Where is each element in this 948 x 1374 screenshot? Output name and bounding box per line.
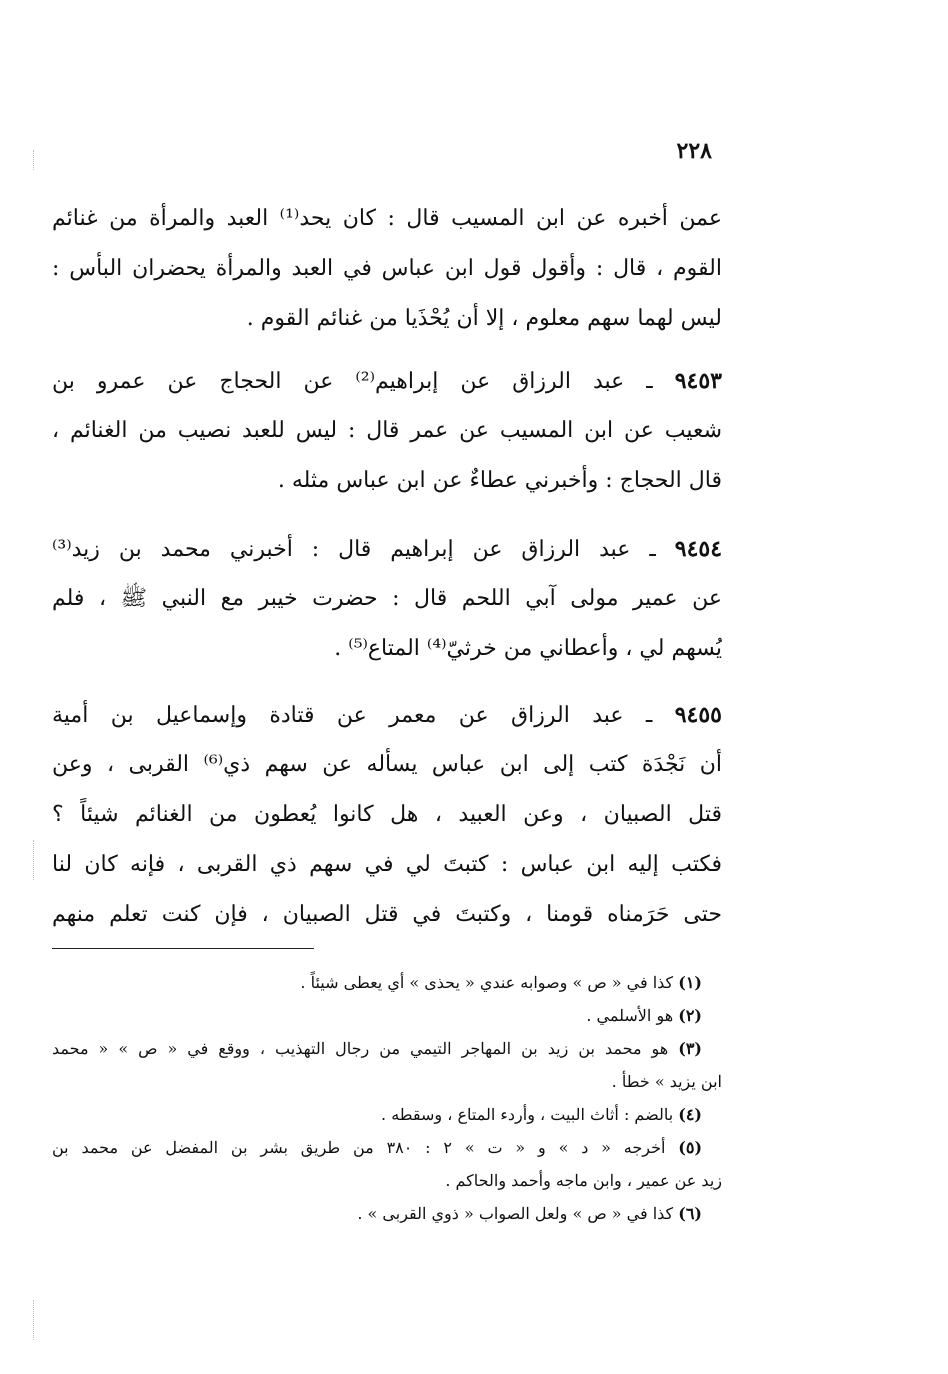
- footnote-separator: [52, 948, 314, 949]
- margin-mark-middle: [33, 840, 34, 880]
- paragraph-continuation: [52, 194, 722, 344]
- text-line: شعيب عن ابن المسيب عن عمر قال : ليس للعبد نصيب من الغنائم ،: [52, 418, 722, 443]
- hadith-9453: [52, 356, 722, 506]
- footnote-6: (٦) كذا في « ص » ولعل الصواب « ذوي القربى » .: [357, 1204, 702, 1223]
- footnote-2: (٢) هو الأسلمي .: [586, 1006, 702, 1025]
- footnote-3: (٣) هو محمد بن زيد بن المهاجر التيمي من رجال التهذيب ، ووقع في « ص » « محمد: [52, 1039, 702, 1058]
- text-line: عن عمير مولى آبي اللحم قال : حضرت خيبر مع النبي ﷺ ، فلم: [52, 586, 722, 611]
- text-line: ـ عبد الرزاق عن معمر عن قتادة وإسماعيل بن أمية: [52, 703, 653, 728]
- text-line: القوم ، قال : وأقول قول ابن عباس في العبد والمرأة يحضران البأس :: [52, 256, 722, 281]
- book-page: [52, 0, 722, 1374]
- hadith-number: ٩٤٥٣: [674, 368, 722, 394]
- hadith-9455: [52, 690, 722, 940]
- footnote-5-cont: زيد عن عمير ، وابن ماجه وأحمد والحاكم .: [445, 1171, 722, 1190]
- hadith-9454: [52, 524, 722, 674]
- text-line: حتى حَرَمناه قومنا ، وكتبتَ في قتل الصبيان ، فإن كنت تعلم منهم: [52, 902, 722, 927]
- text-line: قال الحجاج : وأخبرني عطاءٌ عن ابن عباس مثله .: [277, 468, 722, 493]
- footnotes: [52, 966, 722, 1230]
- footnote-3-cont: ابن يزيد » خطأ .: [611, 1072, 722, 1091]
- text-line: قتل الصبيان ، وعن العبيد ، هل كانوا يُعطون من الغنائم شيئاً ؟: [52, 802, 722, 827]
- text-line: ليس لهما سهم معلوم ، إلا أن يُحْذَيا من غنائم القوم .: [246, 306, 722, 331]
- page-number: ٢٢٨: [676, 138, 712, 164]
- margin-mark-top: [33, 150, 34, 170]
- hadith-number: ٩٤٥٥: [674, 702, 722, 728]
- text-line: ـ عبد الرزاق عن إبراهيم قال : أخبرني محمد بن زيد⁽³⁾: [52, 537, 656, 562]
- hadith-number: ٩٤٥٤: [674, 536, 722, 562]
- footnote-5: (٥) أخرجه « د » و « ت » ٢ : ٣٨٠ من طريق بشر بن المفضل عن محمد بن: [52, 1138, 703, 1157]
- text-line: يُسهم لي ، وأعطاني من خرثيّ⁽⁴⁾ المتاع⁽⁵⁾ .: [334, 636, 722, 661]
- text-line: عمن أخبره عن ابن المسيب قال : كان يحد⁽¹⁾ العبد والمرأة من غنائم: [52, 206, 722, 231]
- footnote-1: (١) كذا في « ص » وصوابه عندي « يحذى » أي يعطى شيئاً .: [300, 973, 702, 992]
- text-line: ـ عبد الرزاق عن إبراهيم⁽²⁾ عن الحجاج عن عمرو بن: [52, 369, 653, 394]
- footnote-4: (٤) بالضم : أثاث البيت ، وأردء المتاع ، وسقطه .: [381, 1105, 702, 1124]
- margin-mark-bottom: [33, 1300, 34, 1340]
- text-line: فكتب إليه ابن عباس : كتبتَ لي في سهم ذي القربى ، فإنه كان لنا: [52, 852, 722, 877]
- text-line: أن نَجْدَة كتب إلى ابن عباس يسأله عن سهم ذي⁽⁶⁾ القربى ، وعن: [52, 752, 722, 777]
